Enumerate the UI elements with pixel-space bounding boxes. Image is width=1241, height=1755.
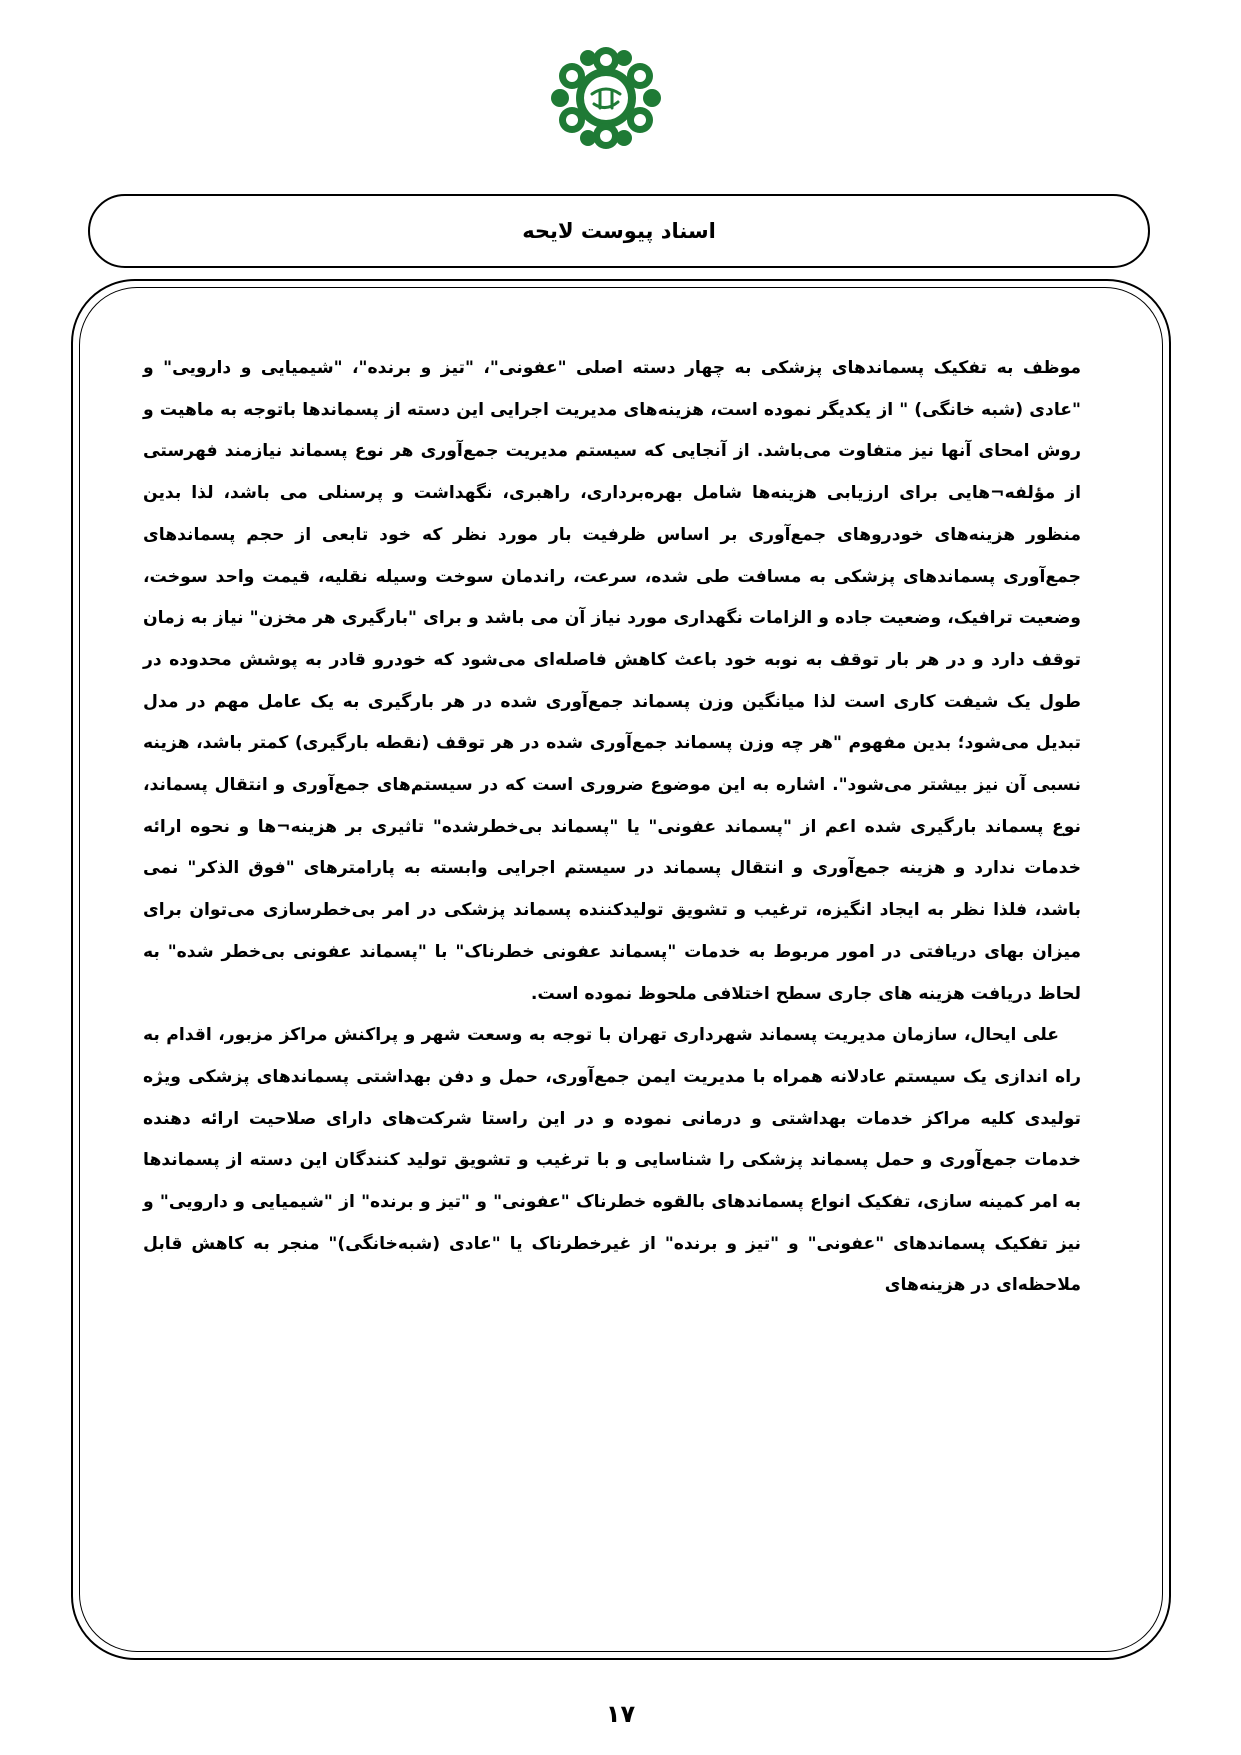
header-box [88, 194, 1150, 268]
body-text [143, 348, 1081, 1638]
document-title: اسناد پیوست لایحه [522, 219, 716, 243]
page-number: ۱۷ [605, 1700, 636, 1728]
tehran-municipality-logo [548, 46, 664, 150]
paragraph: موظف به تفکیک پسماندهای پزشکی به چهار دسته اصلی "عفونی"، "تیز و برنده"، "شیمیایی و دارویی" و "عادی (شبه خانگی) " از یکدیگر نموده است، هزینه‌های مدیریت اجرایی این دسته از پسماندها باتوجه به ماهیت و روش امحای آنها نیز متفاوت می‌باشد. از آنجایی که سیستم مدیریت جمع‌آوری هر نوع پسماند نیازمند فهرستی از مؤلفه¬هایی برای ارزیابی هزینه‌ها شامل بهره‌برداری، راهبری، نگهداشت و پرسنلی می باشد، لذا بدین منظور هزینه‌های خودروهای جمع‌آوری بر اساس ظرفیت بار مورد نظر که خود تابعی از حجم پسماندهای جمع‌آوری پسماندهای پزشکی به مسافت طی شده، سرعت، راندمان سوخت وسیله نقلیه، قیمت واحد سوخت، وضعیت ترافیک، وضعیت جاده و الزامات نگهداری مورد نیاز آن می باشد و برای "بارگیری هر مخزن" نیاز به زمان توقف دارد و در هر بار توقف به نوبه خود باعث کاهش فاصله‌ای می‌شود که خودرو قادر به پوشش محدوده در طول یک شیفت کاری است لذا میانگین وزن پسماند جمع‌آوری شده در هر بارگیری به یک عامل مهم در مدل تبدیل می‌شود؛ بدین مفهوم "هر چه وزن پسماند جمع‌آوری شده در هر توقف (نقطه بارگیری) کمتر باشد، هزینه نسبی آن نیز بیشتر می‌شود". اشاره به این موضوع ضروری است که در سیستم‌های جمع‌آوری و انتقال پسماند، نوع پسماند بارگیری شده اعم از "پسماند عفونی" یا "پسماند بی‌خطرشده" تاثیری بر هزینه¬ها و نحوه ارائه خدمات ندارد و هزینه جمع‌آوری و انتقال پسماند در سیستم اجرایی وابسته به پارامترهای "فوق الذکر" نمی باشد، فلذا نظر به ایجاد انگیزه، ترغیب و تشویق تولیدکننده پسماند پزشکی در امر بی‌خطرسازی می‌توان برای میزان بهای دریافتی در امور مربوط به خدمات "پسماند عفونی خطرناک" با "پسماند عفونی بی‌خطر شده" به لحاظ دریافت هزینه های جاری سطح اختلافی ملحوظ نموده است. [143, 358, 1081, 1004]
paragraph: علی ایحال، سازمان مدیریت پسماند شهرداری تهران با توجه به وسعت شهر و پراکنش مراکز مزبور، اقدام به راه اندازی یک سیستم عادلانه همراه با مدیریت ایمن جمع‌آوری، حمل و دفن بهداشتی پسماندهای پزشکی ویژه تولیدی کلیه مراکز خدمات بهداشتی و درمانی نموده و در این راستا شرکت‌های دارای صلاحیت ارائه دهنده خدمات جمع‌آوری و حمل پسماند پزشکی را شناسایی و با ترغیب و تشویق تولید کنندگان این دسته از پسماندها به امر کمینه سازی، تفکیک انواع پسماندهای بالقوه خطرناک "عفونی" و "تیز و برنده" از "شیمیایی و دارویی" و نیز تفکیک پسماندهای "عفونی" و "تیز و برنده" از غیرخطرناک یا "عادی (شبه‌خانگی)" منجر به کاهش قابل ملاحظه‌ای در هزینه‌های [143, 1025, 1081, 1296]
